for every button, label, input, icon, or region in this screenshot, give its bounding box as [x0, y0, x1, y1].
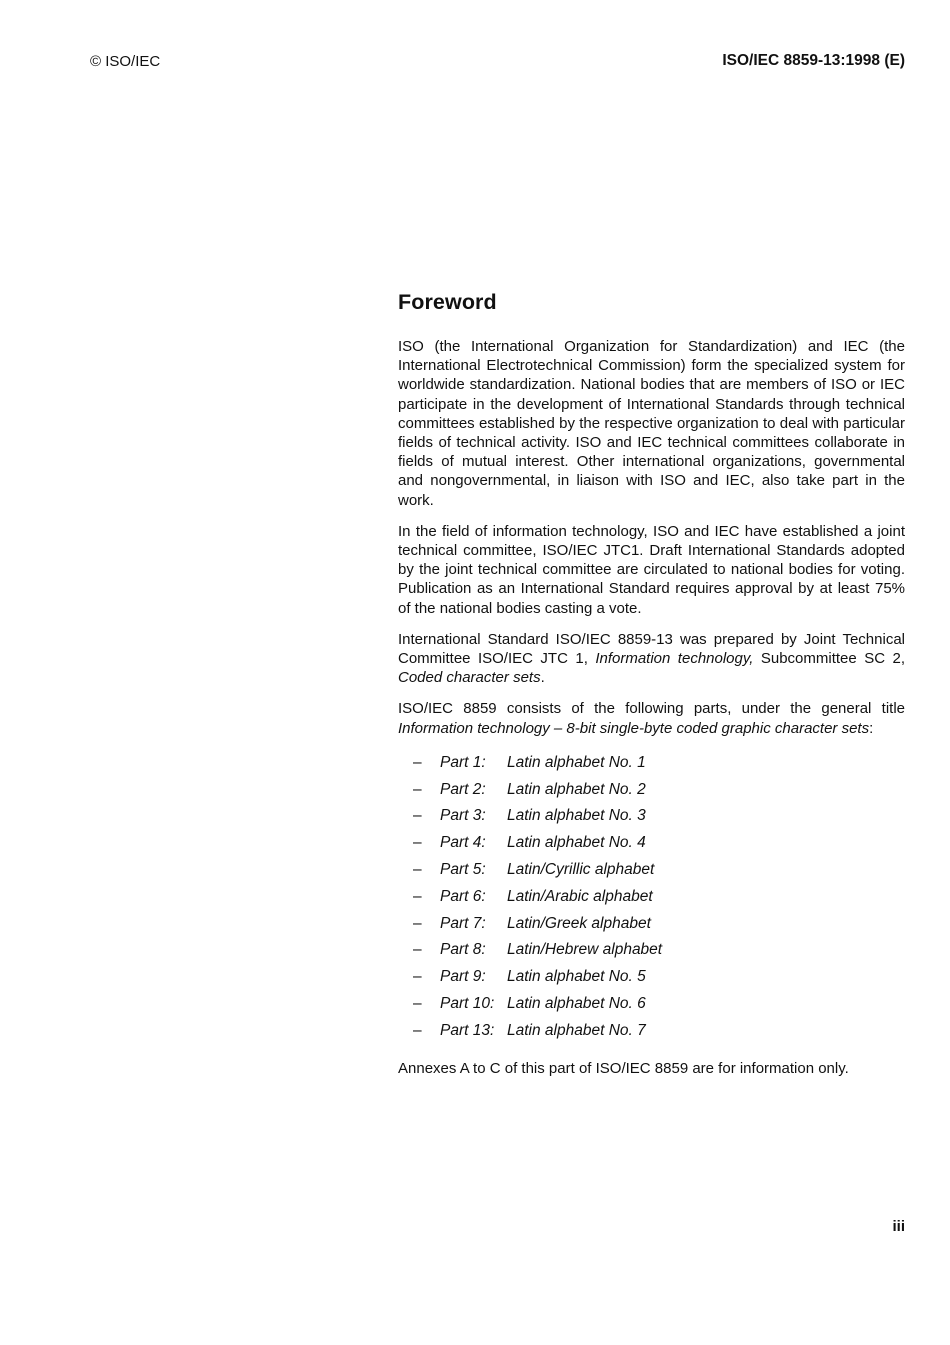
list-dash: – [413, 780, 422, 798]
list-item [398, 803, 905, 830]
list-dash: – [413, 941, 422, 959]
para4-italic-1: Information technology – 8-bit single-byte coded graphic character sets [398, 719, 870, 737]
list-dash: – [413, 968, 422, 986]
part-number: Part 1: [440, 753, 486, 771]
para3-italic-1: Information technology, [595, 650, 754, 668]
list-item [398, 911, 905, 938]
list-dash: – [413, 861, 422, 879]
list-item [398, 884, 905, 911]
part-title: Latin alphabet No. 5 [507, 968, 646, 986]
para3-text-3: . [540, 669, 545, 687]
para3-text-2: Subcommittee SC 2, [753, 650, 905, 668]
part-number: Part 13: [440, 1021, 495, 1039]
list-item [398, 750, 905, 777]
part-number: Part 10: [440, 995, 495, 1013]
list-item [398, 830, 905, 857]
para3-italic-2: Coded character sets [398, 669, 541, 687]
paragraph-2: In the field of information technology, ISO and IEC have established a joint technical committee, ISO/IEC JTC1. Draft International Standards adopted by the joint technical committee are circulated to national bodies for voting. Publication as an International Standard requires approval by at least 75% of the national bodies casting a vote. [398, 522, 905, 617]
foreword-section [398, 290, 905, 1078]
para4-text-1: ISO/IEC 8859 consists of the following parts, under the general title [398, 700, 905, 718]
para3-text-1: International Standard ISO/IEC 8859-13 was prepared by Joint Technical Committee ISO/IEC JTC 1, [398, 630, 905, 668]
part-title: Latin alphabet No. 7 [507, 1021, 646, 1039]
paragraph-3 [398, 630, 905, 688]
list-dash: – [413, 753, 422, 771]
list-item [398, 937, 905, 964]
parts-list [398, 750, 905, 1045]
part-title: Latin alphabet No. 3 [507, 807, 646, 825]
page-number: iii [892, 1218, 905, 1235]
paragraph-4 [398, 699, 905, 737]
paragraph-1: ISO (the International Organization for Standardization) and IEC (the International Electrotechnical Commission) form the specialized system for worldwide standardization. National bodies that are members of ISO or IEC participate in the development of International Standards through technical committees established by the respective organization to deal with particular fields of technical activity. ISO and IEC technical committees collaborate in fields of mutual interest. Other international organizations, governmental and nongovernmental, in liaison with ISO and IEC, also take part in the work. [398, 338, 905, 509]
part-title: Latin/Arabic alphabet [507, 887, 653, 905]
list-dash: – [413, 834, 422, 852]
header-copyright: © ISO/IEC [90, 53, 161, 70]
part-title: Latin alphabet No. 6 [507, 995, 646, 1013]
list-item [398, 991, 905, 1018]
part-title: Latin alphabet No. 2 [507, 780, 646, 798]
list-item [398, 1018, 905, 1045]
part-title: Latin alphabet No. 1 [507, 753, 646, 771]
part-number: Part 2: [440, 780, 486, 798]
list-dash: – [413, 995, 422, 1013]
part-title: Latin/Cyrillic alphabet [507, 861, 655, 879]
part-title: Latin/Greek alphabet [507, 914, 651, 932]
header-document-id: ISO/IEC 8859-13:1998 (E) [722, 52, 905, 69]
list-dash: – [413, 887, 422, 905]
part-title: Latin alphabet No. 4 [507, 834, 646, 852]
para4-text-2: : [869, 719, 874, 737]
part-number: Part 3: [440, 807, 486, 825]
part-number: Part 8: [440, 941, 486, 959]
page-title: Foreword [398, 290, 497, 314]
list-dash: – [413, 1021, 422, 1039]
part-number: Part 9: [440, 968, 486, 986]
part-number: Part 4: [440, 834, 486, 852]
part-title: Latin/Hebrew alphabet [507, 941, 663, 959]
list-item [398, 964, 905, 991]
part-number: Part 5: [440, 861, 486, 879]
part-number: Part 7: [440, 914, 486, 932]
list-item [398, 777, 905, 804]
list-item [398, 857, 905, 884]
list-dash: – [413, 807, 422, 825]
part-number: Part 6: [440, 887, 486, 905]
list-dash: – [413, 914, 422, 932]
annex-note: Annexes A to C of this part of ISO/IEC 8859 are for information only. [398, 1059, 849, 1077]
